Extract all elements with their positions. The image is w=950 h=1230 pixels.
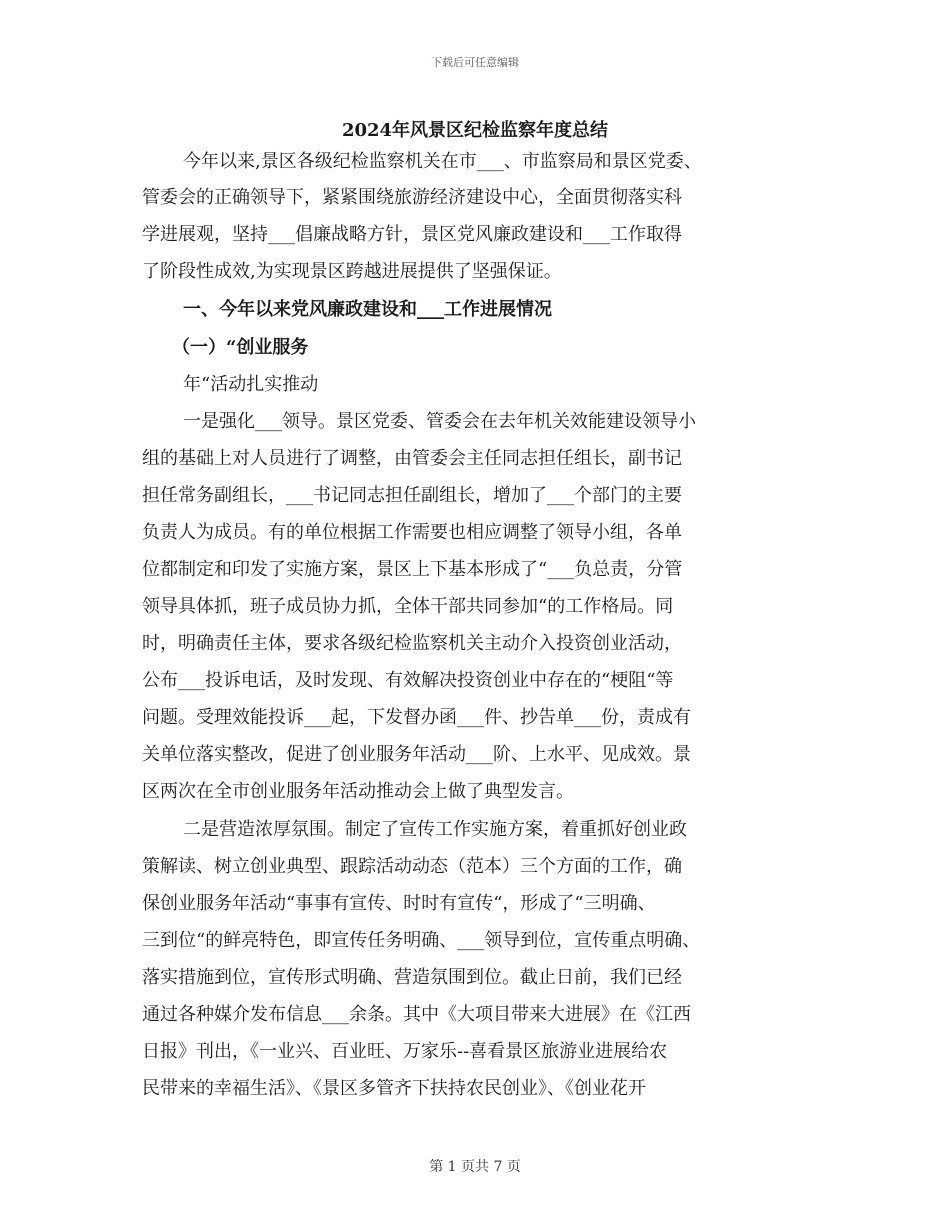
paragraph-line: 一是强化___领导。景区党委、管委会在去年机关效能建设领导小: [183, 411, 696, 432]
paragraph-line: 今年以来,景区各级纪检监察机关在市___、市监察局和景区党委、: [183, 151, 702, 172]
paragraph-line: 管委会的正确领导下，紧紧围绕旅游经济建设中心，全面贯彻落实科: [142, 187, 682, 208]
paragraph-line: 问题。受理效能投诉___起，下发督办函___件、抄告单___份，责成有: [142, 707, 691, 728]
paragraph-line: 位都制定和印发了实施方案，景区上下基本形成了“___负总责，分管: [142, 559, 683, 580]
paragraph-line: 时，明确责任主体，要求各级纪检监察机关主动介入投资创业活动，: [142, 633, 682, 654]
paragraph-line: 担任常务副组长，___书记同志担任副组长，增加了___个部门的主要: [142, 485, 682, 506]
paragraph-line: 民带来的幸福生活》、《景区多管齐下扶持农民创业》、《创业花开: [142, 1078, 646, 1099]
paragraph-line: 落实措施到位，宣传形式明确、营造氛围到位。截止日前，我们已经: [142, 967, 682, 988]
paragraph-line: 日报》刊出，《一业兴、百业旺、万家乐--喜看景区旅游业进展给农: [142, 1041, 668, 1062]
paragraph-line: 公布___投诉电话，及时发现、有效解决投资创业中存在的“梗阻“等: [142, 670, 674, 691]
paragraph-line: 通过各种媒介发布信息___余条。其中《大项目带来大进展》在《江西: [142, 1004, 691, 1025]
document-title: 2024年风景区纪检监察年度总结: [341, 120, 609, 141]
paragraph-line: 组的基础上对人员进行了调整，由管委会主任同志担任组长，副书记: [142, 448, 682, 469]
page-footer: 第 1 页共 7 页: [429, 1159, 521, 1175]
section-heading: 一、今年以来党风廉政建设和___工作进展情况: [183, 299, 552, 320]
paragraph-line: 保创业服务年活动“事事有宣传、时时有宣传“，形成了“三明确、: [142, 893, 656, 914]
paragraph-line: 二是营造浓厚氛围。制定了宣传工作实施方案，着重抓好创业政: [183, 819, 687, 840]
subsection-heading: （一）“创业服务: [172, 337, 309, 358]
header-note: 下载后可任意编辑: [431, 56, 519, 69]
paragraph-line: 关单位落实整改，促进了创业服务年活动___阶、上水平、见成效。景: [142, 744, 691, 765]
paragraph-line: 负责人为成员。有的单位根据工作需要也相应调整了领导小组，各单: [142, 522, 682, 543]
paragraph-line: 年“活动扎实推动: [183, 374, 319, 395]
paragraph-line: 三到位“的鲜亮特色，即宣传任务明确、___领导到位，宣传重点明确、: [142, 930, 701, 951]
paragraph-line: 策解读、树立创业典型、跟踪活动动态（范本）三个方面的工作，确: [142, 856, 682, 877]
paragraph-line: 区两次在全市创业服务年活动推动会上做了典型发言。: [142, 781, 574, 802]
paragraph-line: 了阶段性成效,为实现景区跨越进展提供了坚强保证。: [142, 261, 562, 282]
paragraph-line: 学进展观，坚持___倡廉战略方针，景区党风廉政建设和___工作取得: [142, 224, 682, 245]
paragraph-line: 领导具体抓，班子成员协力抓，全体干部共同参加“的工作格局。同: [142, 596, 674, 617]
